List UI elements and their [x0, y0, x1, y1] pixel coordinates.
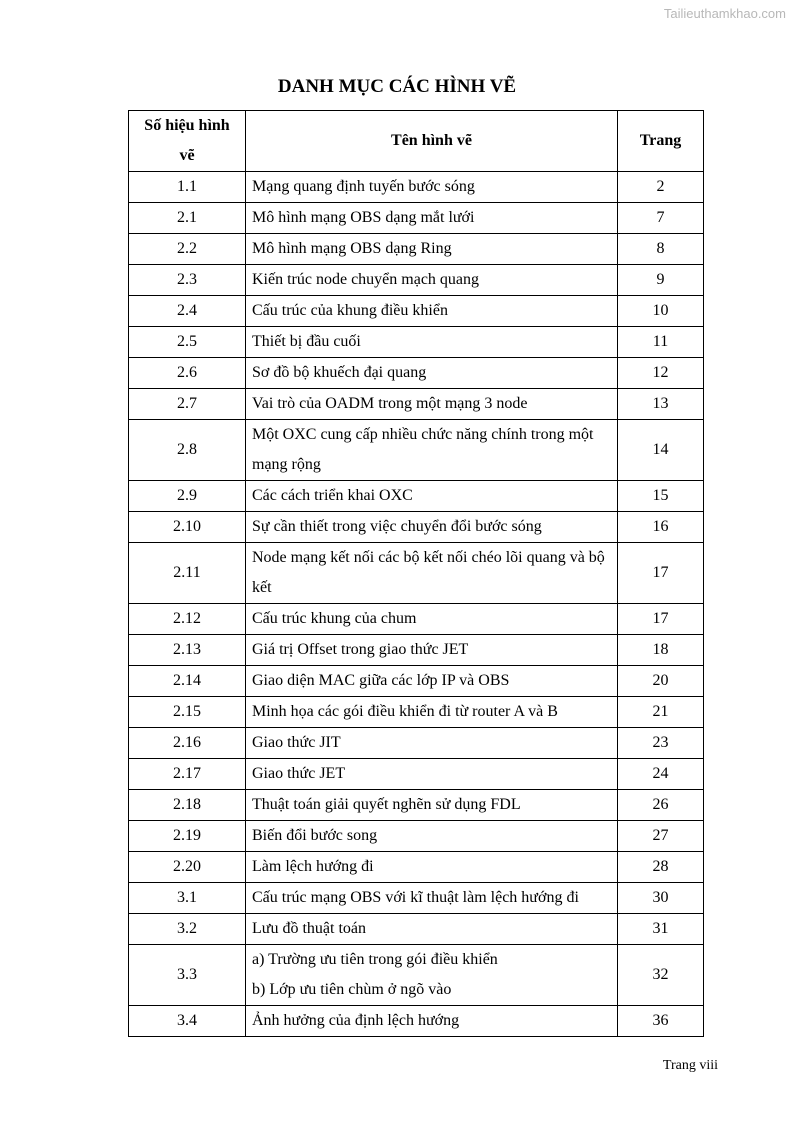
page-title: DANH MỤC CÁC HÌNH VẼ	[277, 76, 517, 97]
figure-name: Cấu trúc khung của chum	[246, 604, 618, 635]
figure-number: 2.13	[129, 635, 246, 666]
figure-number: 2.15	[129, 697, 246, 728]
figure-name: Thuật toán giải quyết nghẽn sử dụng FDL	[246, 790, 618, 821]
table-row	[129, 914, 704, 945]
header-page: Trang	[618, 111, 704, 172]
figure-page: 17	[618, 604, 704, 635]
figure-name: Vai trò của OADM trong một mạng 3 node	[246, 389, 618, 420]
figure-number: 3.2	[129, 914, 246, 945]
figure-number: 3.1	[129, 883, 246, 914]
table-row	[129, 481, 704, 512]
figure-page: 24	[618, 759, 704, 790]
table-row	[129, 883, 704, 914]
figure-page: 28	[618, 852, 704, 883]
table-row	[129, 358, 704, 389]
table-row	[129, 265, 704, 296]
figure-name: Làm lệch hướng đi	[246, 852, 618, 883]
figure-number: 2.12	[129, 604, 246, 635]
table-row	[129, 203, 704, 234]
figure-page: 7	[618, 203, 704, 234]
figure-number: 2.18	[129, 790, 246, 821]
figure-name: Sơ đồ bộ khuếch đại quang	[246, 358, 618, 389]
figure-name: Giá trị Offset trong giao thức JET	[246, 635, 618, 666]
figure-number: 1.1	[129, 172, 246, 203]
figure-page: 14	[618, 420, 704, 481]
table-body	[129, 172, 704, 1037]
figure-number: 3.4	[129, 1006, 246, 1037]
figure-name: Giao diện MAC giữa các lớp IP và OBS	[246, 666, 618, 697]
figure-page: 36	[618, 1006, 704, 1037]
figure-page: 23	[618, 728, 704, 759]
figure-page: 27	[618, 821, 704, 852]
figure-number: 2.1	[129, 203, 246, 234]
figure-page: 12	[618, 358, 704, 389]
figure-page: 18	[618, 635, 704, 666]
figure-name: Cấu trúc mạng OBS với kĩ thuật làm lệch hướng đi	[246, 883, 618, 914]
figure-page: 21	[618, 697, 704, 728]
table-row	[129, 296, 704, 327]
figure-number: 2.7	[129, 389, 246, 420]
figure-page: 32	[618, 945, 704, 1006]
table-row	[129, 666, 704, 697]
figure-name: Giao thức JIT	[246, 728, 618, 759]
figure-name: Lưu đồ thuật toán	[246, 914, 618, 945]
figure-name: Sự cần thiết trong việc chuyển đổi bước sóng	[246, 512, 618, 543]
figure-number: 2.9	[129, 481, 246, 512]
table-row	[129, 512, 704, 543]
figure-list-table	[128, 110, 704, 1037]
table-row	[129, 759, 704, 790]
figure-page: 26	[618, 790, 704, 821]
table-row	[129, 1006, 704, 1037]
page-number: Trang viii	[662, 1058, 718, 1073]
watermark: Tailieuthamkhao.com	[663, 6, 786, 21]
table-row	[129, 420, 704, 481]
figure-name: Node mạng kết nối các bộ kết nối chéo lõi quang và bộ kết	[246, 543, 618, 604]
figure-name: Mô hình mạng OBS dạng mắt lưới	[246, 203, 618, 234]
figure-name: a) Trường ưu tiên trong gói điều khiển b) Lớp ưu tiên chùm ở ngõ vào	[246, 945, 618, 1006]
figure-name: Cấu trúc của khung điều khiển	[246, 296, 618, 327]
figure-number: 2.4	[129, 296, 246, 327]
table-row	[129, 327, 704, 358]
figure-page: 2	[618, 172, 704, 203]
table-row	[129, 604, 704, 635]
figure-page: 10	[618, 296, 704, 327]
figure-name: Minh họa các gói điều khiển đi từ router A và B	[246, 697, 618, 728]
figure-page: 20	[618, 666, 704, 697]
figure-number: 2.3	[129, 265, 246, 296]
table-header-row	[129, 111, 704, 172]
figure-number: 2.16	[129, 728, 246, 759]
table-row	[129, 389, 704, 420]
figure-number: 2.6	[129, 358, 246, 389]
figure-name: Ảnh hưởng của định lệch hướng	[246, 1006, 618, 1037]
figure-name: Kiến trúc node chuyển mạch quang	[246, 265, 618, 296]
table-row	[129, 543, 704, 604]
figure-page: 11	[618, 327, 704, 358]
figure-number: 2.10	[129, 512, 246, 543]
figure-number: 2.11	[129, 543, 246, 604]
figure-name: Các cách triển khai OXC	[246, 481, 618, 512]
figure-number: 2.19	[129, 821, 246, 852]
figure-number: 2.14	[129, 666, 246, 697]
figure-name: Thiết bị đầu cuối	[246, 327, 618, 358]
table-row	[129, 172, 704, 203]
table-row	[129, 821, 704, 852]
table-row	[129, 234, 704, 265]
table-row	[129, 697, 704, 728]
figure-page: 9	[618, 265, 704, 296]
table-row	[129, 635, 704, 666]
figure-page: 17	[618, 543, 704, 604]
figure-name: Mạng quang định tuyến bước sóng	[246, 172, 618, 203]
table-row	[129, 852, 704, 883]
figure-page: 31	[618, 914, 704, 945]
figure-page: 13	[618, 389, 704, 420]
figure-name: Một OXC cung cấp nhiều chức năng chính trong một mạng rộng	[246, 420, 618, 481]
figure-number: 2.17	[129, 759, 246, 790]
figure-number: 2.20	[129, 852, 246, 883]
figure-page: 16	[618, 512, 704, 543]
figure-page: 15	[618, 481, 704, 512]
figure-number: 2.8	[129, 420, 246, 481]
header-number: Số hiệu hình vẽ	[129, 111, 246, 172]
figure-page: 30	[618, 883, 704, 914]
figure-number: 3.3	[129, 945, 246, 1006]
figure-name: Giao thức JET	[246, 759, 618, 790]
header-name: Tên hình vẽ	[246, 111, 618, 172]
figure-page: 8	[618, 234, 704, 265]
table-row	[129, 945, 704, 1006]
figure-number: 2.2	[129, 234, 246, 265]
figure-number: 2.5	[129, 327, 246, 358]
table-row	[129, 728, 704, 759]
figure-name: Mô hình mạng OBS dạng Ring	[246, 234, 618, 265]
table-row	[129, 790, 704, 821]
figure-name: Biến đổi bước song	[246, 821, 618, 852]
